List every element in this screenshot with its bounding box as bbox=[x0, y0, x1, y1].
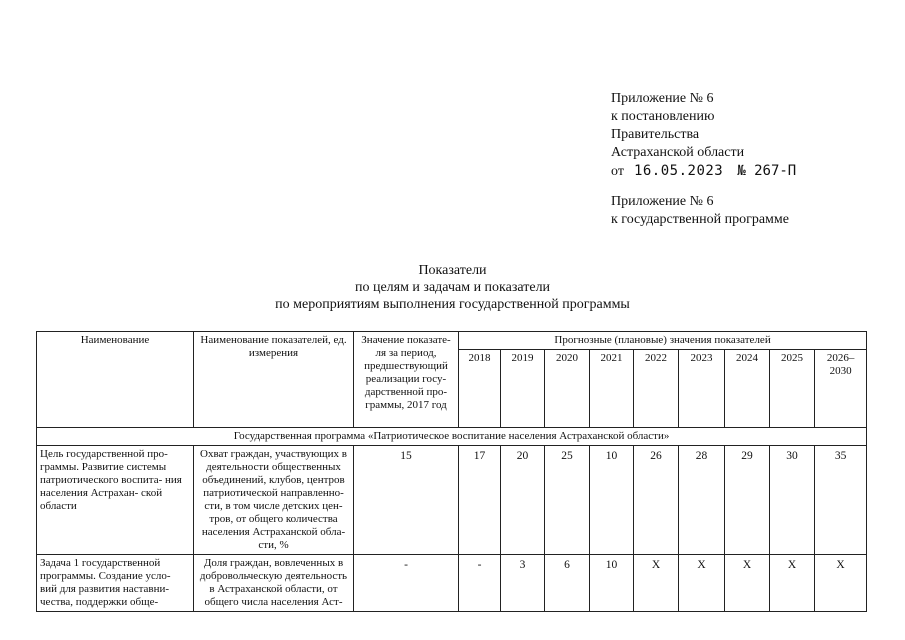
header-year: 2023 bbox=[679, 350, 725, 428]
row-value: 10 bbox=[590, 555, 634, 612]
row-value: 26 bbox=[634, 446, 679, 555]
appendix-line-6: Приложение № 6 bbox=[611, 194, 714, 209]
row-value: 6 bbox=[545, 555, 590, 612]
row-base-value: 15 bbox=[354, 446, 459, 555]
document-title bbox=[0, 262, 905, 313]
header-year: 2018 bbox=[459, 350, 501, 428]
header-year: 2020 bbox=[545, 350, 590, 428]
row-name: Цель государственной про- граммы. Развитие системы патриотического воспита- ния населения Астрахан- ской области bbox=[37, 446, 194, 555]
row-value: 10 bbox=[590, 446, 634, 555]
decree-date: 16.05.2023 bbox=[633, 163, 724, 179]
row-value: 35 bbox=[815, 446, 867, 555]
title-line-2: по целям и задачам и показатели bbox=[354, 280, 551, 295]
program-row bbox=[37, 428, 867, 446]
appendix-date-line bbox=[611, 162, 796, 181]
row-value: 29 bbox=[725, 446, 770, 555]
row-indicator: Охват граждан, участвующих в деятельности общественных объединений, клубов, центров патриотической направленно- сти, в том числе детских цен- тров, от общего количества населения Астраханской обла- сти, % bbox=[194, 446, 354, 555]
header-row-1 bbox=[37, 332, 867, 350]
row-base-value: - bbox=[354, 555, 459, 612]
appendix-line-4: Астраханской области bbox=[611, 145, 745, 160]
header-year: 2024 bbox=[725, 350, 770, 428]
appendix-block bbox=[611, 90, 796, 229]
row-value: Х bbox=[679, 555, 725, 612]
row-indicator: Доля граждан, вовлеченных в добровольческую деятельность в Астраханской области, от общего числа населения Аст- bbox=[194, 555, 354, 612]
row-value: 30 bbox=[770, 446, 815, 555]
date-prefix: от bbox=[611, 164, 624, 179]
row-value: Х bbox=[725, 555, 770, 612]
header-year: 2021 bbox=[590, 350, 634, 428]
row-value: Х bbox=[815, 555, 867, 612]
row-value: 20 bbox=[501, 446, 545, 555]
table-row bbox=[37, 555, 867, 612]
title-line-1: Показатели bbox=[418, 263, 487, 278]
title-line-3: по мероприятиям выполнения государственной программы bbox=[275, 297, 630, 312]
row-value: 3 bbox=[501, 555, 545, 612]
row-value: Х bbox=[634, 555, 679, 612]
indicators-table bbox=[36, 331, 867, 612]
row-name: Задача 1 государственной программы. Создание усло- вий для развития наставни- чества, поддержки обще- bbox=[37, 555, 194, 612]
appendix-line-7: к государственной программе bbox=[611, 212, 789, 227]
header-year: 2025 bbox=[770, 350, 815, 428]
row-value: - bbox=[459, 555, 501, 612]
header-year: 2026– 2030 bbox=[815, 350, 867, 428]
appendix-line-3: Правительства bbox=[611, 127, 700, 142]
table-row bbox=[37, 446, 867, 555]
row-value: Х bbox=[770, 555, 815, 612]
header-indicator: Наименование показателей, ед. измерения bbox=[194, 332, 354, 428]
decree-number: № 267-П bbox=[737, 163, 797, 179]
appendix-line-2: к постановлению bbox=[611, 109, 715, 124]
row-value: 17 bbox=[459, 446, 501, 555]
row-value: 25 bbox=[545, 446, 590, 555]
row-value: 28 bbox=[679, 446, 725, 555]
header-year: 2019 bbox=[501, 350, 545, 428]
header-base-value: Значение показате- ля за период, предшествующий реализации госу- дарственной про- граммы, 2017 год bbox=[354, 332, 459, 428]
header-name: Наименование bbox=[37, 332, 194, 428]
appendix-line-1: Приложение № 6 bbox=[611, 91, 714, 106]
header-year: 2022 bbox=[634, 350, 679, 428]
header-forecast: Прогнозные (плановые) значения показателей bbox=[459, 332, 867, 350]
program-title: Государственная программа «Патриотическое воспитание населения Астраханской области» bbox=[37, 428, 867, 446]
